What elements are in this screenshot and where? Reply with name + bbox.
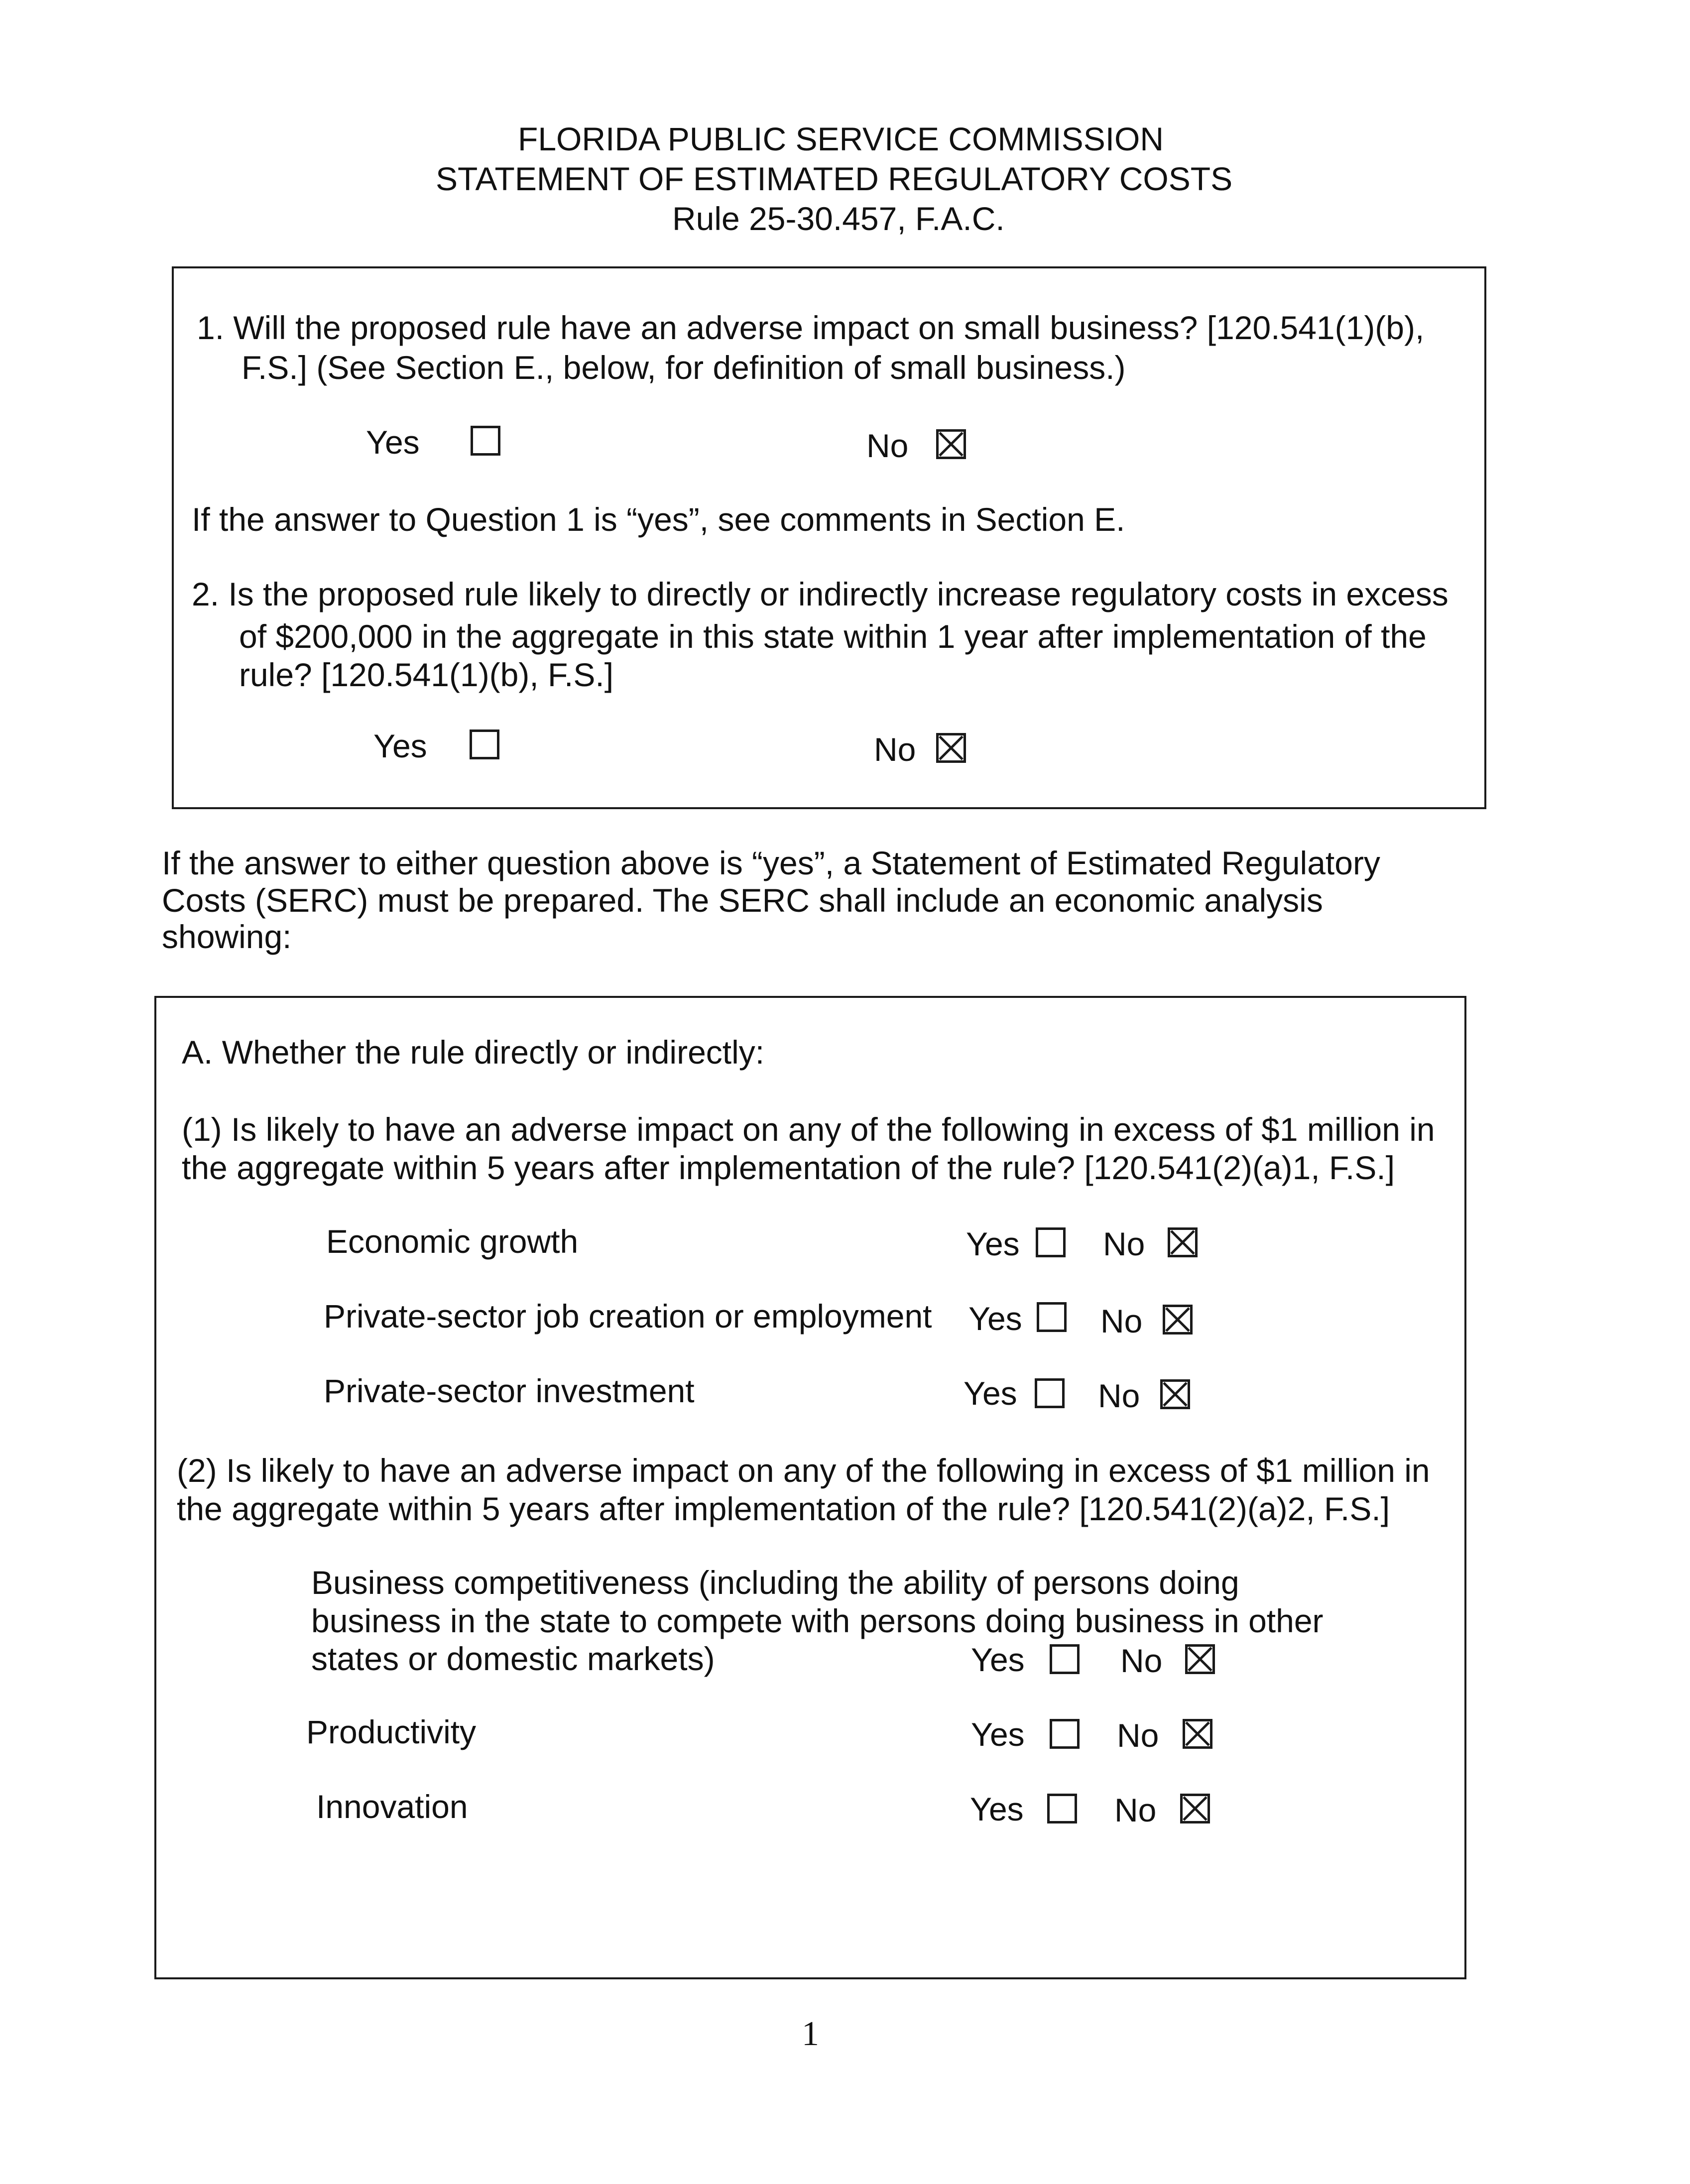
private-investment-label: Private-sector investment [324,1372,695,1409]
header-line-3: Rule 25-30.457, F.A.C. [672,200,1005,237]
page-number: 1 [802,2015,819,2053]
productivity-no-label: No [1117,1717,1159,1754]
header-line-2: STATEMENT OF ESTIMATED REGULATORY COSTS [436,160,1233,197]
q2-line-2: of $200,000 in the aggregate in this state within 1 year after implementation of the [239,618,1427,655]
check-x-icon [939,735,964,760]
check-x-icon [1170,1230,1195,1255]
q2-line-3: rule? [120.541(1)(b), F.S.] [239,656,614,693]
job-creation-no-label: No [1100,1303,1143,1339]
job-creation-yes-label: Yes [968,1300,1022,1337]
part2-line-2: the aggregate within 5 years after implementation of the rule? [120.541(2)(a)2, F.S.] [177,1490,1390,1527]
q1-no-checkbox[interactable] [936,429,966,459]
business-competitiveness-no-checkbox[interactable] [1185,1644,1215,1674]
business-competitiveness-no-label: No [1120,1642,1163,1679]
header-line-1: FLORIDA PUBLIC SERVICE COMMISSION [518,121,1164,157]
intro-line-1: If the answer to either question above is “yes”, a Statement of Estimated Regulatory [162,845,1380,881]
part2-line-1: (2) Is likely to have an adverse impact on any of the following in excess of $1 million in [177,1452,1430,1489]
private-investment-yes-label: Yes [964,1375,1017,1412]
innovation-no-checkbox[interactable] [1180,1794,1210,1823]
intro-line-2: Costs (SERC) must be prepared. The SERC shall include an economic analysis [162,882,1323,919]
business-competitiveness-yes-label: Yes [971,1641,1025,1678]
economic-growth-label: Economic growth [326,1223,579,1260]
productivity-label: Productivity [306,1713,477,1750]
q2-no-label: No [874,731,916,768]
q2-line-1: 2. Is the proposed rule likely to directly or indirectly increase regulatory costs in excess [192,576,1449,612]
q2-yes-checkbox[interactable] [470,729,499,759]
private-investment-yes-checkbox[interactable] [1035,1378,1065,1408]
business-competitiveness-yes-checkbox[interactable] [1050,1644,1080,1674]
part1-line-2: the aggregate within 5 years after implementation of the rule? [120.541(2)(a)1, F.S.] [182,1149,1395,1186]
q2-yes-label: Yes [373,728,427,764]
job-creation-label: Private-sector job creation or employment [324,1298,932,1335]
economic-growth-yes-label: Yes [966,1225,1020,1262]
economic-growth-no-checkbox[interactable] [1168,1227,1198,1257]
job-creation-yes-checkbox[interactable] [1037,1302,1067,1332]
innovation-yes-label: Yes [970,1791,1024,1827]
q1-yes-checkbox[interactable] [471,426,500,456]
economic-growth-no-label: No [1103,1225,1145,1262]
check-x-icon [1183,1796,1207,1821]
productivity-yes-checkbox[interactable] [1050,1719,1080,1749]
section-a-title: A. Whether the rule directly or indirectly: [182,1034,765,1071]
check-x-icon [939,432,964,457]
q1-no-label: No [866,427,909,464]
intro-line-3: showing: [162,918,292,955]
business-competitiveness-line-2: business in the state to compete with persons doing business in other [311,1602,1324,1639]
job-creation-no-checkbox[interactable] [1163,1305,1193,1335]
check-x-icon [1185,1721,1210,1746]
business-competitiveness-line-1: Business competitiveness (including the ability of persons doing [311,1564,1239,1601]
check-x-icon [1188,1647,1212,1672]
innovation-yes-checkbox[interactable] [1047,1794,1077,1823]
economic-growth-yes-checkbox[interactable] [1036,1227,1066,1257]
q1-line-2: F.S.] (See Section E., below, for definition of small business.) [241,349,1126,386]
productivity-no-checkbox[interactable] [1183,1719,1212,1749]
q2-no-checkbox[interactable] [936,733,966,763]
check-x-icon [1163,1382,1188,1407]
productivity-yes-label: Yes [971,1716,1025,1753]
innovation-label: Innovation [316,1788,468,1825]
part1-line-1: (1) Is likely to have an adverse impact on any of the following in excess of $1 million in [182,1111,1435,1148]
private-investment-no-checkbox[interactable] [1160,1379,1190,1409]
questions-box [172,266,1486,809]
q1-line-1: 1. Will the proposed rule have an adverse impact on small business? [120.541(1)(b), [197,309,1425,346]
business-competitiveness-line-3: states or domestic markets) [311,1640,715,1677]
q1-note: If the answer to Question 1 is “yes”, see comments in Section E. [192,501,1125,538]
innovation-no-label: No [1114,1792,1157,1828]
q1-yes-label: Yes [366,424,420,461]
private-investment-no-label: No [1098,1377,1140,1414]
check-x-icon [1165,1307,1190,1332]
